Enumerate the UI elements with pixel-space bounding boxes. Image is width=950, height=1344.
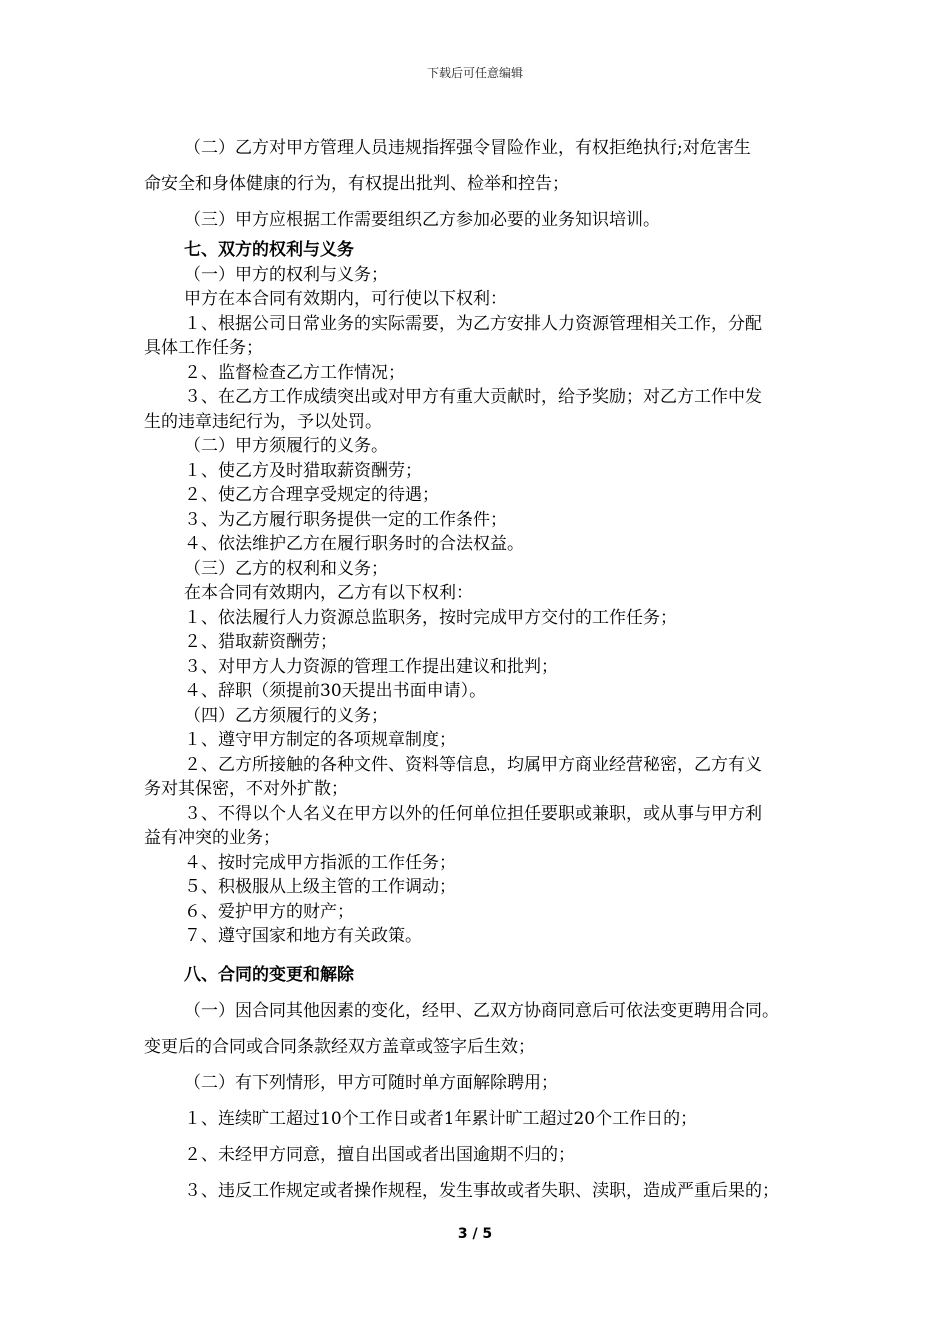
paragraph-line: １、依法履行人力资源总监职务，按时完成甲方交付的工作任务； xyxy=(184,607,677,628)
paragraph-line: 务对其保密，不对外扩散； xyxy=(144,779,348,799)
paragraph-line: ３、不得以个人名义在甲方以外的任何单位担任要职或兼职，或从事与甲方利 xyxy=(184,803,762,824)
paragraph-line: ５、积极服从上级主管的工作调动； xyxy=(184,877,456,897)
paragraph-line: 命安全和身体健康的行为，有权提出批判、检举和控告； xyxy=(144,174,569,194)
section-heading: 七、双方的权利与义务 xyxy=(184,240,354,260)
paragraph-line: （二）乙方对甲方管理人员违规指挥强令冒险作业，有权拒绝执行;对危害生 xyxy=(184,138,751,158)
paragraph-line: １、连续旷工超过10个工作日或者1年累计旷工超过20个工作日的； xyxy=(184,1108,698,1129)
paragraph-line: ６、爱护甲方的财产； xyxy=(184,901,354,922)
page-number: 3 / 5 xyxy=(457,1226,493,1242)
paragraph-line: ３、对甲方人力资源的管理工作提出建议和批判； xyxy=(184,656,558,677)
paragraph-line: 具体工作任务； xyxy=(144,338,263,358)
paragraph-line: ２、未经甲方同意，擅自出国或者出国逾期不归的； xyxy=(184,1144,575,1165)
paragraph-line: ３、违反工作规定或者操作规程，发生事故或者失职、渎职，造成严重后果的； xyxy=(184,1180,779,1201)
paragraph-line: 在本合同有效期内，乙方有以下权利： xyxy=(184,583,473,603)
paragraph-line: ７、遵守国家和地方有关政策。 xyxy=(184,926,422,946)
paragraph-line: １、根据公司日常业务的实际需要，为乙方安排人力资源管理相关工作，分配 xyxy=(184,313,762,334)
page-header: 下载后可任意编辑 xyxy=(426,66,523,80)
paragraph-line: （二）有下列情形，甲方可随时单方面解除聘用； xyxy=(184,1072,558,1093)
paragraph-line: ３、在乙方工作成绩突出或对甲方有重大贡献时，给予奖励；对乙方工作中发 xyxy=(184,387,762,407)
paragraph-line: １、遵守甲方制定的各项规章制度； xyxy=(184,730,456,750)
paragraph-line: （一）甲方的权利与义务； xyxy=(184,264,388,285)
paragraph-line: ４、辞职（须提前30天提出书面申请）。 xyxy=(184,681,487,701)
paragraph-line: ４、按时完成甲方指派的工作任务； xyxy=(184,852,456,873)
paragraph-line: 甲方在本合同有效期内，可行使以下权利： xyxy=(184,289,507,309)
paragraph-line: （一）因合同其他因素的变化，经甲、乙双方协商同意后可依法变更聘用合同。 xyxy=(184,1000,779,1021)
paragraph-line: （二）甲方须履行的义务。 xyxy=(184,436,388,456)
paragraph-line: （三）乙方的权利和义务； xyxy=(184,558,388,579)
paragraph-line: ２、乙方所接触的各种文件、资料等信息，均属甲方商业经营秘密，乙方有义 xyxy=(184,754,762,775)
paragraph-line: （三）甲方应根据工作需要组织乙方参加必要的业务知识培训。 xyxy=(184,210,660,230)
document-body xyxy=(144,130,824,1209)
paragraph-line: ３、为乙方履行职务提供一定的工作条件； xyxy=(184,509,507,530)
paragraph-line: ２、使乙方合理享受规定的待遇； xyxy=(184,485,439,505)
paragraph-line: 生的违章违纪行为，予以处罚。 xyxy=(144,411,382,432)
paragraph-line: ４、依法维护乙方在履行职务时的合法权益。 xyxy=(184,534,524,554)
section-heading: 八、合同的变更和解除 xyxy=(184,964,354,985)
paragraph-line: 变更后的合同或合同条款经双方盖章或签字后生效； xyxy=(144,1036,535,1057)
paragraph-line: １、使乙方及时猎取薪资酬劳； xyxy=(184,460,422,481)
paragraph-line: ２、猎取薪资酬劳； xyxy=(184,632,337,652)
paragraph-line: ２、监督检查乙方工作情况； xyxy=(184,362,405,383)
paragraph-line: 益有冲突的业务； xyxy=(144,828,280,848)
paragraph-line: （四）乙方须履行的义务； xyxy=(184,705,388,726)
